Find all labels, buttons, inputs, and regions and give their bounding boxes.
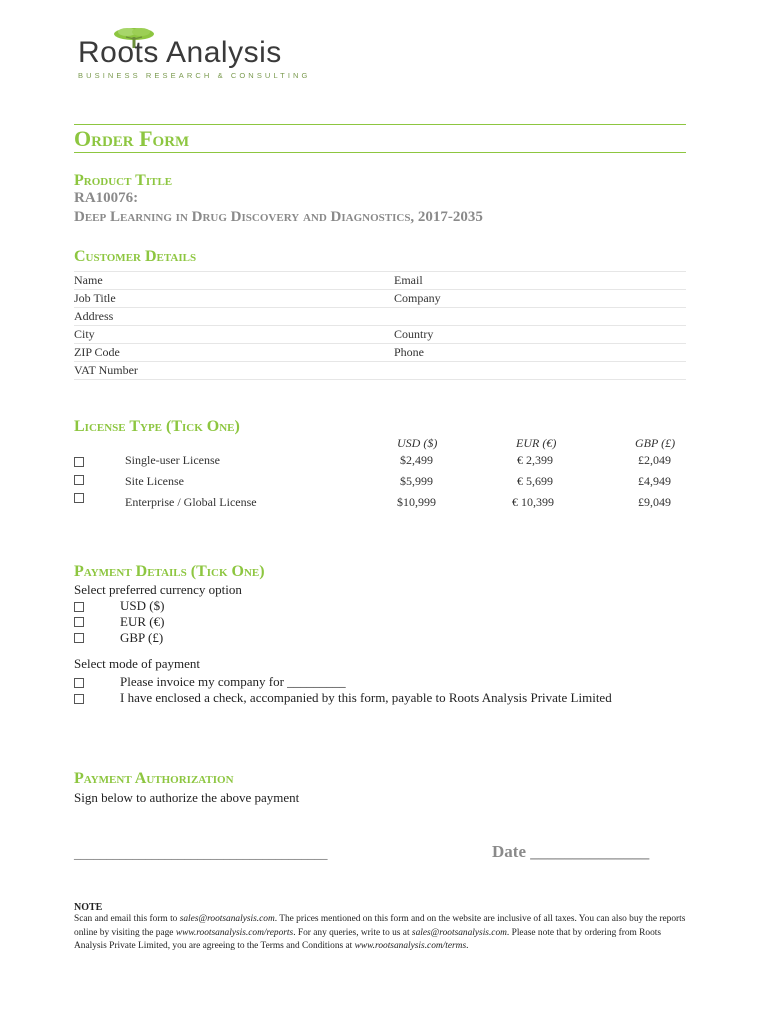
field-zip: ZIP Code <box>74 345 120 359</box>
authorization-text: Sign below to authorize the above payment <box>74 790 300 805</box>
price-enterprise-gbp: £9,049 <box>638 495 671 509</box>
license-col-gbp: GBP (£) <box>635 436 676 450</box>
authorization-heading: Payment Authorization <box>74 770 234 787</box>
note-part: Scan and email this form to <box>74 914 180 924</box>
checkbox-enterprise[interactable] <box>74 493 84 503</box>
row-divider <box>74 307 686 308</box>
row-divider <box>74 379 686 380</box>
field-city: City <box>74 327 95 341</box>
field-name: Name <box>74 273 103 287</box>
license-site: Site License <box>125 474 184 488</box>
field-job-title: Job Title <box>74 291 116 305</box>
checkbox-gbp[interactable] <box>74 633 84 643</box>
field-company: Company <box>394 291 441 305</box>
checkbox-single-user[interactable] <box>74 457 84 467</box>
checkbox-invoice[interactable] <box>74 678 84 688</box>
price-enterprise-eur: € 10,399 <box>512 495 554 509</box>
row-divider <box>74 325 686 326</box>
title-rule-bottom <box>74 152 686 153</box>
license-heading: License Type (Tick One) <box>74 418 240 435</box>
currency-usd: USD ($) <box>120 598 165 613</box>
product-code: RA10076: <box>74 190 139 206</box>
field-email: Email <box>394 273 423 287</box>
note-terms-link[interactable]: www.rootsanalysis.com/terms <box>354 941 467 951</box>
note-part: . <box>466 941 469 951</box>
date-line: ______________ <box>530 842 650 861</box>
license-enterprise: Enterprise / Global License <box>125 495 257 509</box>
row-divider <box>74 271 686 272</box>
note-email-link[interactable]: sales@rootsanalysis.com <box>179 914 275 924</box>
checkbox-site[interactable] <box>74 475 84 485</box>
note-part: . For any queries, write to us at <box>293 927 412 938</box>
logo-tagline: BUSINESS RESEARCH & CONSULTING <box>78 71 311 80</box>
note-email-link[interactable]: sales@rootsanalysis.com <box>411 927 507 938</box>
note-part: . The prices mentioned on this form and on the website are inclusive of all taxes. You can also buy the reports online by visiting the page <box>74 914 686 938</box>
date-label: Date <box>492 842 526 861</box>
currency-prompt: Select preferred currency option <box>74 582 242 597</box>
title-rule-top <box>74 124 686 125</box>
payment-heading: Payment Details (Tick One) <box>74 563 265 580</box>
row-divider <box>74 343 686 344</box>
price-site-eur: € 5,699 <box>517 474 553 488</box>
note-heading: NOTE <box>74 902 103 913</box>
license-col-usd: USD ($) <box>397 436 438 450</box>
form-title: Order Form <box>74 126 190 151</box>
product-heading: Product Title <box>74 172 173 189</box>
field-phone: Phone <box>394 345 424 359</box>
price-site-gbp: £4,949 <box>638 474 671 488</box>
checkbox-check[interactable] <box>74 694 84 704</box>
price-single-usd: $2,499 <box>400 453 433 467</box>
date-field[interactable] <box>492 842 649 862</box>
row-divider <box>74 289 686 290</box>
currency-eur: EUR (€) <box>120 614 165 629</box>
field-vat: VAT Number <box>74 363 138 377</box>
signature-line[interactable]: _______________________________________ <box>74 846 328 861</box>
field-country: Country <box>394 327 434 341</box>
customer-heading: Customer Details <box>74 248 197 265</box>
note-text <box>74 913 694 954</box>
mode-invoice: Please invoice my company for _________ <box>120 674 346 689</box>
currency-gbp: GBP (£) <box>120 630 164 645</box>
price-single-gbp: £2,049 <box>638 453 671 467</box>
checkbox-usd[interactable] <box>74 602 84 612</box>
note-part: . Please note that by ordering from Roots Analysis Private Limited, you are agreeing to the Terms and Conditions at <box>74 927 662 951</box>
product-title: Deep Learning in Drug Discovery and Diagnostics, 2017-2035 <box>74 209 483 225</box>
checkbox-eur[interactable] <box>74 617 84 627</box>
price-single-eur: € 2,399 <box>517 453 553 467</box>
price-enterprise-usd: $10,999 <box>397 495 436 509</box>
license-single-user: Single-user License <box>125 453 220 467</box>
license-col-eur: EUR (€) <box>516 436 557 450</box>
field-address: Address <box>74 309 114 323</box>
row-divider <box>74 361 686 362</box>
logo-name: Roots Analysis <box>78 36 282 69</box>
note-reports-link[interactable]: www.rootsanalysis.com/reports <box>175 927 294 938</box>
mode-prompt: Select mode of payment <box>74 656 200 671</box>
mode-check: I have enclosed a check, accompanied by this form, payable to Roots Analysis Private Limited <box>120 690 612 705</box>
price-site-usd: $5,999 <box>400 474 433 488</box>
